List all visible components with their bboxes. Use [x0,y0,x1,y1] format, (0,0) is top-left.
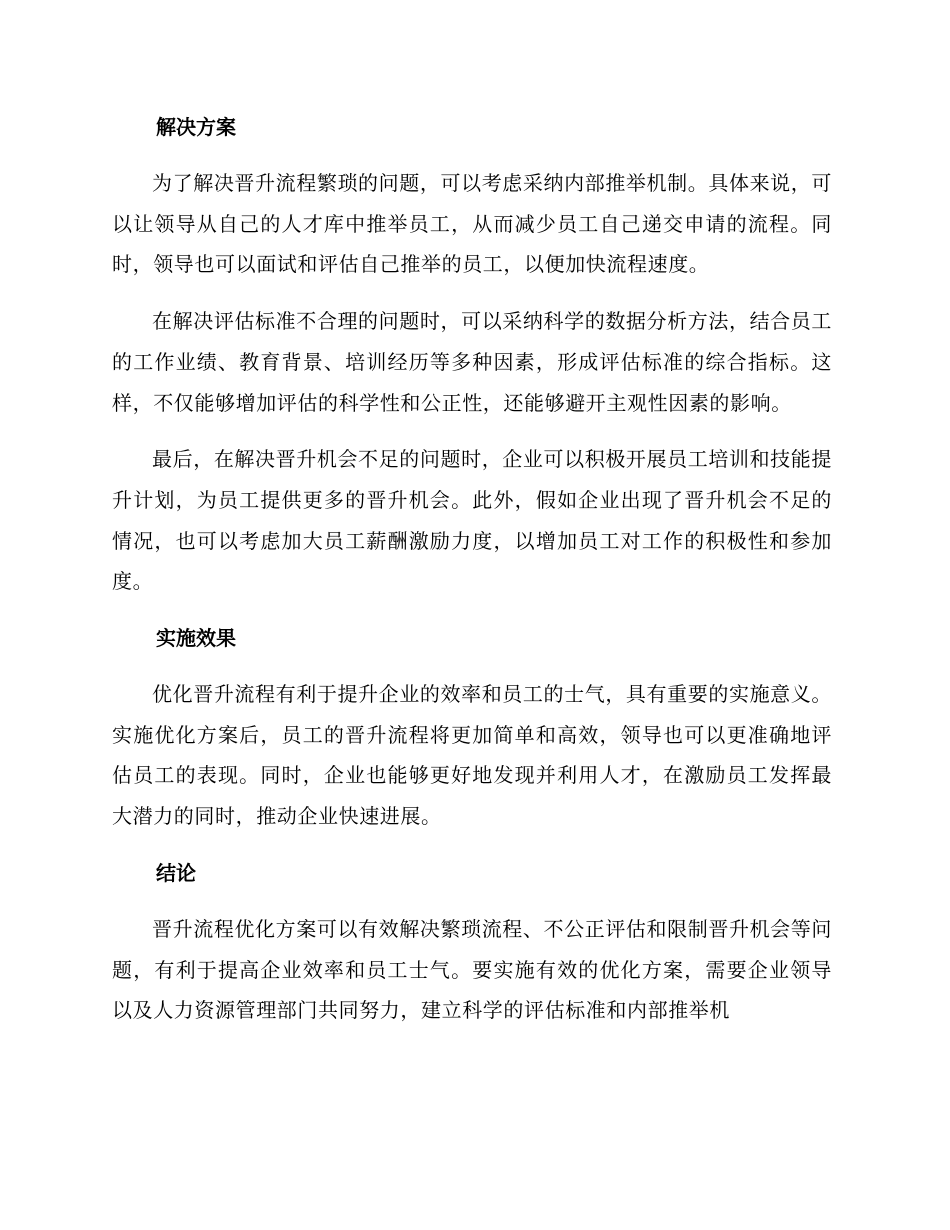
solution-paragraph-1: 为了解决晋升流程繁琐的问题，可以考虑采纳内部推举机制。具体来说，可以让领导从自己的人才库中推举员工，从而减少员工自己递交申请的流程。同时，领导也可以面试和评估自己推举的员工，以便加快流程速度。 [112,171,832,277]
solution-paragraph-2: 在解决评估标准不合理的问题时，可以采纳科学的数据分析方法，结合员工的工作业绩、教育背景、培训经历等多种因素，形成评估标准的综合指标。这样，不仅能够增加评估的科学性和公正性，还能够避开主观性因素的影响。 [112,309,832,415]
conclusion-paragraph-1: 晋升流程优化方案可以有效解决繁琐流程、不公正评估和限制晋升机会等问题，有利于提高企业效率和员工士气。要实施有效的优化方案，需要企业领导以及人力资源管理部门共同努力，建立科学的评估标准和内部推举机 [112,916,832,1023]
effect-paragraph-1: 优化晋升流程有利于提升企业的效率和员工的士气，具有重要的实施意义。实施优化方案后，员工的晋升流程将更加简单和高效，领导也可以更准确地评估员工的表现。同时，企业也能够更好地发现并利用人才，在激励员工发挥最大潜力的同时，推动企业快速进展。 [112,682,832,829]
solution-paragraph-3: 最后，在解决晋升机会不足的问题时，企业可以积极开展员工培训和技能提升计划，为员工提供更多的晋升机会。此外，假如企业出现了晋升机会不足的情况，也可以考虑加大员工薪酬激励力度，以增加员工对工作的积极性和参加度。 [112,447,832,594]
section-heading-conclusion: 结论 [156,860,196,885]
section-heading-solution: 解决方案 [156,115,236,139]
document-body [112,107,832,1047]
section-heading-effect: 实施效果 [156,626,236,651]
